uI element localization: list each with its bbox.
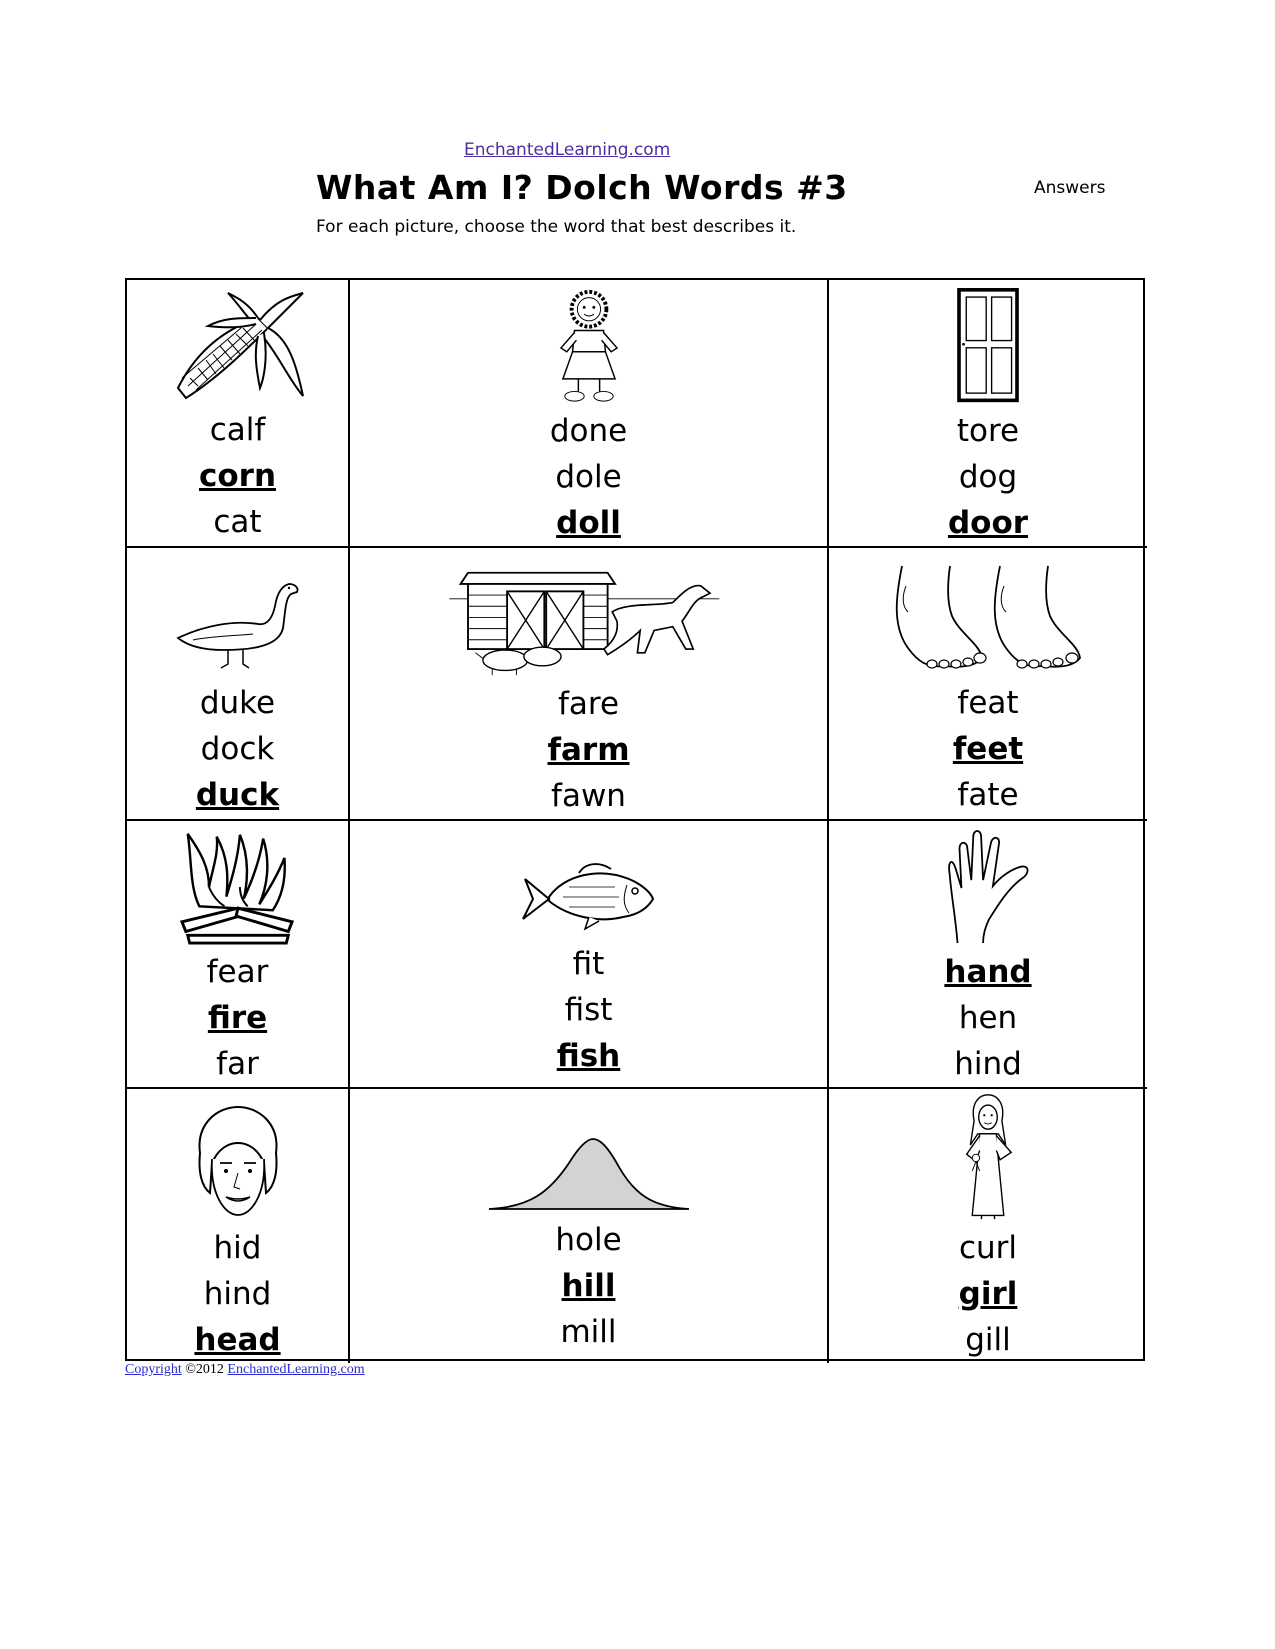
farm-picture (439, 556, 739, 677)
word-choice: fit (572, 946, 605, 982)
word-choices (944, 949, 1031, 1087)
word-choices (557, 941, 621, 1079)
cell-doll (350, 280, 829, 548)
correct-word: feet (952, 731, 1024, 767)
cell-girl (829, 1089, 1147, 1363)
doll-picture (544, 288, 634, 404)
correct-word: head (194, 1322, 281, 1358)
correct-word: doll (556, 505, 621, 541)
site-link[interactable]: EnchantedLearning.com (464, 140, 671, 160)
cell-farm (350, 548, 829, 821)
word-choice: fate (957, 777, 1019, 813)
cell-fire (127, 821, 350, 1089)
word-choice: hind (203, 1276, 272, 1312)
cell-hand (829, 821, 1147, 1089)
word-choice: hole (555, 1222, 622, 1258)
word-choice: tore (956, 413, 1020, 449)
hill-picture (489, 1123, 689, 1213)
fire-picture (178, 829, 298, 945)
word-choice: fawn (551, 778, 626, 814)
correct-word: door (947, 505, 1029, 541)
word-choices (555, 1217, 621, 1355)
word-choices (953, 680, 1023, 818)
word-choices (207, 949, 269, 1087)
cell-feet (829, 548, 1147, 821)
word-choices (199, 407, 276, 545)
word-choice: hen (958, 1000, 1018, 1036)
word-choices (194, 1225, 280, 1363)
word-choice: fist (564, 992, 613, 1028)
word-choice: far (216, 1046, 259, 1082)
word-choice: fare (557, 686, 620, 722)
feet-picture (888, 556, 1088, 676)
word-choice: calf (209, 412, 266, 448)
word-choice: cat (213, 504, 262, 540)
door-picture (952, 288, 1024, 404)
cell-head (127, 1089, 350, 1363)
girl-picture (953, 1093, 1023, 1221)
word-choice: duke (199, 685, 276, 721)
word-choice: dog (958, 459, 1018, 495)
correct-word: farm (547, 732, 630, 768)
word-choice: done (549, 413, 628, 449)
word-choice: fear (206, 954, 269, 990)
word-choice: feat (957, 685, 1019, 721)
word-choices (948, 408, 1028, 546)
word-choice: curl (958, 1230, 1018, 1266)
duck-picture (173, 576, 303, 676)
cell-hill (350, 1089, 829, 1363)
word-choices (959, 1225, 1018, 1363)
word-choice: mill (560, 1314, 617, 1350)
corn-picture (168, 288, 308, 403)
word-choice: dock (200, 731, 275, 767)
word-choices (550, 408, 627, 546)
word-choice: dole (555, 459, 622, 495)
word-choice: gill (965, 1322, 1011, 1358)
copyright-link[interactable]: Copyright (125, 1362, 182, 1377)
correct-word: girl (958, 1276, 1018, 1312)
answers-label: Answers (1034, 178, 1106, 198)
correct-word: corn (198, 458, 277, 494)
cell-corn (127, 280, 350, 548)
head-picture (188, 1103, 288, 1221)
page-title: What Am I? Dolch Words #3 (316, 168, 848, 207)
copyright-year: ©2012 (181, 1362, 228, 1377)
word-grid (125, 278, 1145, 1361)
correct-word: hill (561, 1268, 616, 1304)
correct-word: duck (195, 777, 280, 813)
word-choice: hind (954, 1046, 1022, 1082)
footer-site-link[interactable]: EnchantedLearning.com (227, 1362, 365, 1377)
word-choices (548, 681, 630, 819)
footer (125, 1362, 365, 1378)
instructions: For each picture, choose the word that best describes it. (316, 217, 797, 237)
correct-word: hand (944, 954, 1032, 990)
fish-picture (519, 857, 659, 937)
cell-door (829, 280, 1147, 548)
hand-picture (943, 829, 1033, 945)
word-choice: hid (213, 1230, 262, 1266)
correct-word: fish (556, 1038, 621, 1074)
correct-word: fire (207, 1000, 268, 1036)
cell-duck (127, 548, 350, 821)
word-choices (196, 680, 279, 818)
cell-fish (350, 821, 829, 1089)
